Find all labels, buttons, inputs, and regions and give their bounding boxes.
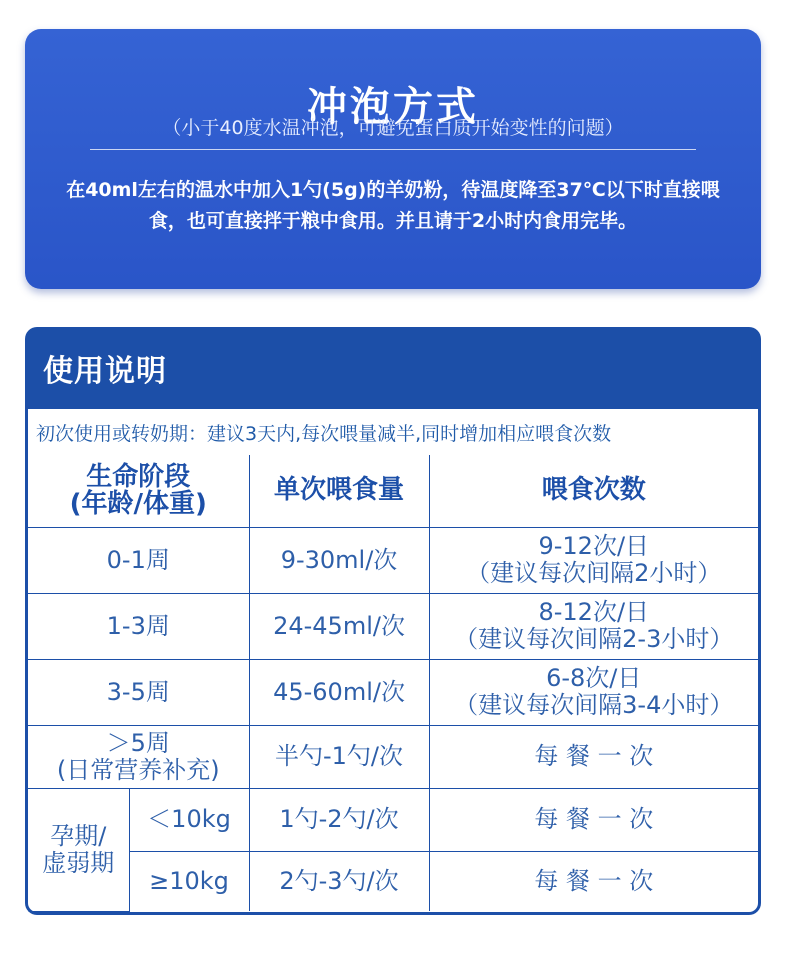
frequency-cell (429, 527, 758, 593)
table-row (28, 725, 758, 788)
amount-cell: 1勺-2勺/次 (249, 788, 429, 851)
header-amount: 单次喂食量 (249, 455, 429, 527)
frequency-note: （建议每次间隔2-3小时） (454, 625, 734, 653)
pregnancy-label (28, 788, 129, 911)
table-row (28, 659, 758, 725)
amount-cell: 半勺-1勺/次 (249, 725, 429, 788)
instructions-card (25, 327, 761, 915)
instructions-body (28, 409, 758, 912)
stage-value: ＞5周 (106, 728, 170, 757)
frequency-cell: 每 餐 一 次 (429, 725, 758, 788)
header-stage-line2: (年龄/体重) (69, 488, 207, 519)
amount-cell: 9-30ml/次 (249, 527, 429, 593)
stage-cell: 3-5周 (28, 659, 249, 725)
brewing-subtitle: （小于40度水温冲泡，可避免蛋白质开始变性的问题） (162, 117, 624, 139)
frequency-value: 9-12次/日 (538, 532, 650, 560)
brewing-method-card (25, 29, 761, 289)
weight-cell: ＜10kg (129, 788, 249, 851)
stage-cell (28, 725, 249, 788)
amount-cell: 2勺-3勺/次 (249, 851, 429, 911)
frequency-note: （建议每次间隔2小时） (466, 559, 722, 587)
frequency-cell (429, 593, 758, 659)
header-stage-line1: 生命阶段 (86, 461, 191, 492)
table-row (28, 788, 758, 851)
stage-note: (日常营养补充) (56, 755, 220, 784)
brewing-description: 在40ml左右的温水中加入1勺(5g)的羊奶粉，待温度降至37℃以下时直接喂食，也可直接拌于粮中食用。并且请于2小时内食用完毕。 (66, 179, 720, 232)
frequency-value: 8-12次/日 (538, 598, 650, 626)
transition-note: 初次使用或转奶期：建议3天内,每次喂量减半,同时增加相应喂食次数 (36, 422, 612, 445)
instructions-title: 使用说明 (43, 354, 167, 389)
amount-cell: 24-45ml/次 (249, 593, 429, 659)
stage-cell: 1-3周 (28, 593, 249, 659)
weight-cell: ≥10kg (129, 851, 249, 911)
frequency-value: 6-8次/日 (546, 664, 642, 692)
pregnancy-label-line1: 孕期/ (50, 821, 107, 850)
brewing-title: 冲泡方式 (307, 84, 479, 130)
frequency-cell (429, 659, 758, 725)
amount-cell: 45-60ml/次 (249, 659, 429, 725)
pregnancy-label-line2: 虚弱期 (42, 848, 115, 877)
feeding-table (28, 455, 758, 912)
table-row (28, 527, 758, 593)
header-frequency: 喂食次数 (429, 455, 758, 527)
frequency-note: （建议每次间隔3-4小时） (454, 691, 734, 719)
frequency-cell: 每 餐 一 次 (429, 788, 758, 851)
divider (90, 149, 696, 150)
table-row (28, 851, 758, 911)
table-row (28, 593, 758, 659)
frequency-cell: 每 餐 一 次 (429, 851, 758, 911)
table-header-row (28, 455, 758, 527)
header-stage (28, 455, 249, 527)
stage-cell: 0-1周 (28, 527, 249, 593)
